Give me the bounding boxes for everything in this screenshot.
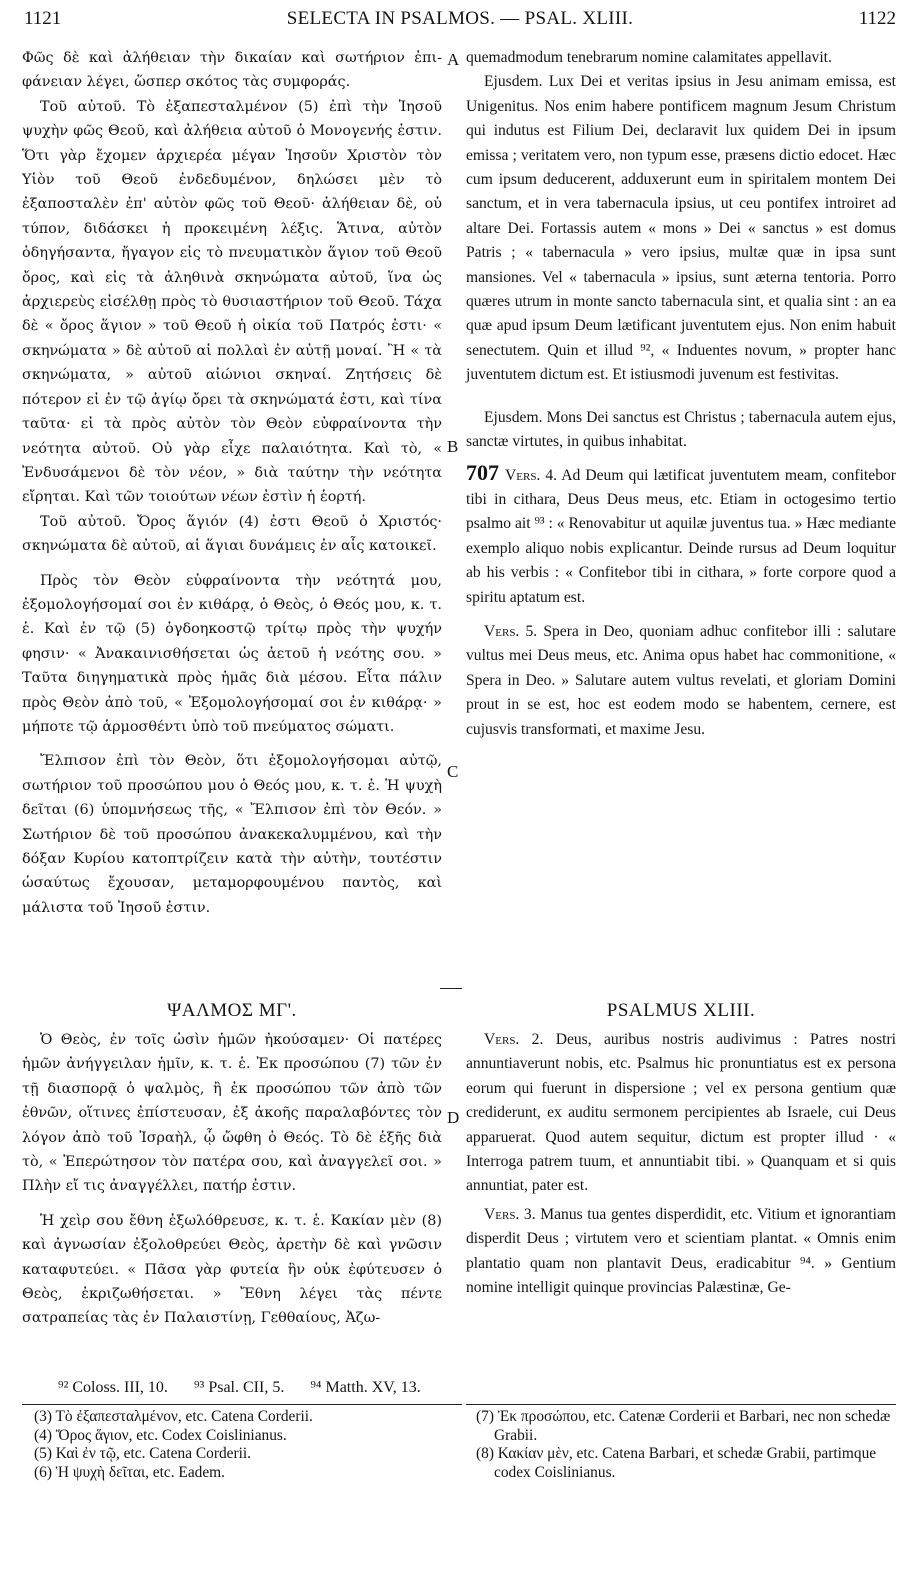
verse-label: Vers. 2.: [484, 1031, 544, 1048]
greek-paragraph: Τοῦ αὐτοῦ. Τὸ ἐξαπεσταλμένον (5) ἐπὶ τὴν Ἰησοῦ ψυχὴν φῶς Θεοῦ, καὶ ἀλήθεια αὐτοῦ ὁ Μονογενής ἐστιν. Ὅτι γὰρ ἔχομεν ἀρχιερέα μέγαν Ἰησοῦν Χριστὸν τὸν Υἱὸν τοῦ Θεοῦ ἐνδεδυμένον, δηλώσει μὲν τὸ ἐξαποσταλὲν ἐπ' αὐτὸν φῶς τοῦ Θεοῦ· ἀλήθειαν δὲ, οὐ τύπον, διδάσκει ἡ προκειμένη λέξις. Ἅτινα, αὐτὸν ὁδηγήσαντα, ἤγαγον εἰς τὸ πνευματικὸν ἅγιον τοῦ Θεοῦ ὄρος, καὶ εἰς τὰ ἀληθινὰ σκηνώματα αὐτοῦ, ἵνα ὡς ἀρχιερεὺς εἰσέλθῃ πρὸς τὸ θυσιαστήριον τοῦ Θεοῦ. Τάχα δὲ « ὄρος ἅγιον » τοῦ Θεοῦ ἡ οἰκία τοῦ Πατρός ἐστι· « σκηνώματα » δὲ αὐτοῦ αἱ πολλαὶ ἐν αὐτῇ μοναί. Ἢ « τὰ σκηνώματα, » αὐτοῦ αἰώνιοι σκηναί. Ζητήσεις δὲ πότερον εἰ ἐν τῷ ἁγίῳ ὄρει τὰ σκηνώματά ἐστι, καὶ τίνα ταῦτα· εἰ τὰ πρὸς αὐτὸν τὸν Θεὸν εὐφραίνοντα τὴν νεότητα αὐτοῦ. Οὐ γὰρ εἶχε παλαιότητα. Καὶ τὸ, « Ἐνδυσάμενοι δὲ τὸν νέον, » διὰ ταύτην τὴν νεότητα εἴρηται. Καὶ τῶν τοιούτων νέων ἐστὶν ἡ ἑορτή.: [22, 98, 442, 506]
latin-paragraph: [466, 1028, 896, 1199]
editorial-note: (8) Κακίαν μὲν, etc. Catena Barbari, et schedæ Grabii, partimque codex Coislinianus.: [476, 1445, 877, 1481]
editorial-note: (3) Τὸ ἐξαπεσταλμένον, etc. Catena Corderii.: [34, 1408, 313, 1425]
editorial-note: (7) Ἐκ προσώπου, etc. Catenæ Corderii et Barbari, nec non schedæ Grabii.: [476, 1408, 891, 1444]
latin-text: Ad Deum qui lætificat juventutem meam, confitebor tibi in cithara, Deus Deus meus, etc. Etiam in octogesimo tertio psalmo ait ⁹³ : « Renovabitur ut aquilæ juventus tua. » Hæc mediante exemplo aliquo nobis explicantur. Deinde rursus ad Deum loquitur ab his verbis : « Confitebor tibi in cithara, » forte corpore quod a spiritu aptatum est.: [466, 466, 896, 606]
latin-paragraph: Ejusdem. Mons Dei sanctus est Christus ; tabernacula autem ejus, sanctæ virtutes, in quibus inhabitat.: [466, 408, 896, 451]
scripture-ref: ⁹³ Psal. CII, 5.: [193, 1379, 285, 1396]
latin-column-top: [466, 46, 896, 742]
greek-psalm-title: ΨΑΛΜΟΣ ΜΓ'.: [167, 1000, 297, 1021]
greek-paragraph: Ἡ χεὶρ σου ἔθνη ἐξωλόθρευσε, κ. τ. ἑ. Κακίαν μὲν (8) καὶ ἀγνωσίαν ἐξολοθρεύει Θεὸς, ἀρετὴν δὲ καὶ γνῶσιν καταφυτεύει. « Πᾶσα γὰρ φυτεία ἣν οὐκ ἐφύτευσεν ὁ Θεὸς, ἐκριζωθήσεται. » Ἔθνη λέγει τὰς πέντε σατραπείας τὰς ἐν Παλαιστίνῃ, Γεθθαίους, Ἀζω-: [22, 1212, 442, 1327]
running-title: SELECTA IN PSALMOS. — PSAL. XLIII.: [286, 8, 634, 29]
notes-right: [476, 1408, 896, 1482]
verse-label: Vers. 5.: [484, 622, 538, 640]
editorial-note: (4) Ὄρος ἅγιον, etc. Codex Coislinianus.: [34, 1426, 287, 1444]
greek-paragraph: Πρὸς τὸν Θεὸν εὐφραίνοντα τὴν νεότητά μου, ἐξομολογήσομαί σοι ἐν κιθάρᾳ, ὁ Θεὸς, ὁ Θεός μου, κ. τ. ἑ. Καὶ ἐν τῷ (5) ὀγδοηκοστῷ τρίτῳ πρὸς τὴν ψυχήν φησιν· « Ἀνακαινισθήσεται ὡς ἀετοῦ ἡ νεότης σου. » Ταῦτα διηγηματικὰ πρὸς ἡμᾶς διὰ μέσου. Εἶτα πάλιν πρὸς Θεὸν ἀπὸ τοῦ, « Ἐξομολογήσομαί σοι ἐν κιθάρᾳ· » μήποτε τῷ ἁρμοσθέντι ὑπὸ τοῦ πνεύματος σώματι.: [22, 572, 442, 735]
editorial-note: (6) Ἡ ψυχὴ δεῖται, etc. Eadem.: [34, 1463, 226, 1481]
latin-paragraph-707: [466, 461, 896, 610]
column-number: 707: [466, 459, 499, 485]
scripture-ref: ⁹² Coloss. III, 10.: [58, 1379, 168, 1396]
page-number-right: 1122: [858, 8, 896, 29]
verse-label: Vers. 3.: [484, 1205, 536, 1223]
greek-paragraph: Τοῦ αὐτοῦ. Ὄρος ἅγιόν (4) ἐστι Θεοῦ ὁ Χριστός· σκηνώματα δὲ αὐτοῦ, αἱ ἅγιαι δυνάμεις ἐν αἷς κατοικεῖ.: [22, 513, 442, 555]
section-divider: [440, 988, 462, 989]
running-header: [24, 8, 896, 36]
greek-paragraph: Ὁ Θεὸς, ἐν τοῖς ὠσὶν ἡμῶν ἠκούσαμεν· Οἱ πατέρες ἡμῶν ἀνήγγειλαν ἡμῖν, κ. τ. ἑ. Ἐκ προσώπου (7) τῶν ἐν τῇ διασπορᾷ ὁ ψαλμὸς, ἢ ἐκ προσώπου τῶν ἀπὸ τῶν ἐθνῶν, οἵτινες ἐπίστευσαν, ἐξ ἀκοῆς παραλαβόντες τὸν λόγον ἀπὸ τοῦ Ἰσραὴλ, ᾧ ὤφθη ὁ Θεός. Τὸ δὲ ἑξῆς διὰ τὸ, « Ἐπερώτησον τὸν πατέρα σου, καὶ ἀναγγελεῖ σοι. » Πλὴν εἴ τις ἀναγγέλλει, πατήρ ἐστιν.: [22, 1032, 442, 1195]
latin-paragraph: [466, 1203, 896, 1301]
footnote-rule-right: [466, 1404, 896, 1405]
margin-letter-a: A: [447, 50, 460, 69]
editorial-note: (5) Καὶ ἐν τῷ, etc. Catena Corderii.: [34, 1445, 252, 1462]
latin-paragraph: [466, 620, 896, 742]
latin-column-bottom: [466, 1028, 896, 1300]
footnote-rule-left: [22, 1404, 462, 1405]
latin-paragraph: Ejusdem. Lux Dei et veritas ipsius in Jesu animam emissa, est Unigenitus. Nos enim habere pontificem magnum Jesum Christum qui indutus est Filium Dei, declaravit lux quidem Dei in ipsum emissa ; veritatem vero, non typum esse, præsens dictio edocet. Hæc cum ipsum deducerent, adduxerunt eum in spiritalem montem Dei sanctum, et in vera tabernacula ipsius, ut ceu pontifex introiret ad altare Dei. Fortassis autem « mons » Dei « sanctus » est domus Patris ; « tabernacula » vero ipsius, multæ quæ in ipsa sunt mansiones. Vel « tabernacula » ipsius, sunt æterna tentoria. Porro quæres utrum in monte sancto tabernacula sint, et qualia sint : an ea quæ apud ipsum Deum lætificant juventutem ejus. Non enim habuit senectutem. Quin et illud ⁹², « Induentes novum, » propter hanc juventutem dictum est. Et istiusmodi juvenum est festivitas.: [466, 73, 896, 384]
latin-text: Deus, auribus nostris audivimus : Patres nostri annuntiaverunt nobis, etc. Psalmus hic pronuntiatus est ex persona eorum qui fuerunt in dispersione ; vel ex persona gentium quæ crediderunt, ex auditu sermonem percipientes ab Israele, cui Deus apparuerat. Quod autem sequitur, dictum est propter illud · « Interroga patrem tuum, et annuntiabit tibi. » Quanquam et si quis annuntiat, pater est.: [466, 1031, 896, 1195]
margin-letter-d: D: [447, 1108, 460, 1127]
margin-letter-c: C: [447, 762, 459, 781]
greek-paragraph: Φῶς δὲ καὶ ἀλήθειαν τὴν δικαίαν καὶ σωτήριον ἐπι- φάνειαν λέγει, ὥσπερ σκότος τὰς συμφοράς.: [22, 50, 442, 91]
latin-text: Manus tua gentes disperdidit, etc. Vitium et ignorantiam disperdit Deus ; virtutem vero et scientiam plantat. « Omnis enim plantatio quam non plantavit Deus, eradicabitur ⁹⁴. » Gentium nomine intelligit quinque provincias Palæstinæ, Ge-: [466, 1205, 897, 1297]
greek-column-bottom: [22, 1028, 442, 1331]
latin-psalm-title: PSALMUS XLIII.: [606, 1000, 756, 1021]
page-number-left: 1121: [24, 8, 62, 29]
latin-text: Spera in Deo, quoniam adhuc confitebor illi : salutare vultus mei Deus meus, etc. Anima opus habet hac commonitione, « Spera in Deo. » Salutare autem vultus revelati, et gloriam Domini prout in se est, hoc est eodem modo se habentem, cernere, est cujusvis transformati, et maxime Jesu.: [466, 622, 896, 738]
scripture-ref: ⁹⁴ Matth. XV, 13.: [310, 1379, 421, 1396]
verse-label: Vers. 4.: [505, 466, 558, 484]
greek-column-top: [22, 46, 442, 920]
latin-paragraph: quemadmodum tenebrarum nomine calamitates appellavit.: [466, 49, 832, 66]
scripture-references: [58, 1379, 443, 1397]
margin-letter-b: B: [447, 437, 459, 456]
greek-paragraph: Ἔλπισον ἐπὶ τὸν Θεὸν, ὅτι ἐξομολογήσομαι αὐτῷ, σωτήριον τοῦ προσώπου μου ὁ Θεός μου, κ. τ. ἑ. Ἡ ψυχὴ δεῖται (6) ὑπομνήσεως τῆς, « Ἔλπισον ἐπὶ τὸν Θεόν. » Σωτήριον δὲ τοῦ προσώπου ἀνακεκαλυμμένου, καὶ τὴν δόξαν Κυρίου κατοπτρίζειν κατὰ τὴν αὐτὴν, τουτέστιν ὡσαύτως ἔχουσαν, μεταμορφουμένου παντὸς, καὶ μάλιστα τοῦ Ἰησοῦ ἐστιν.: [22, 753, 442, 916]
notes-left: [34, 1408, 434, 1482]
